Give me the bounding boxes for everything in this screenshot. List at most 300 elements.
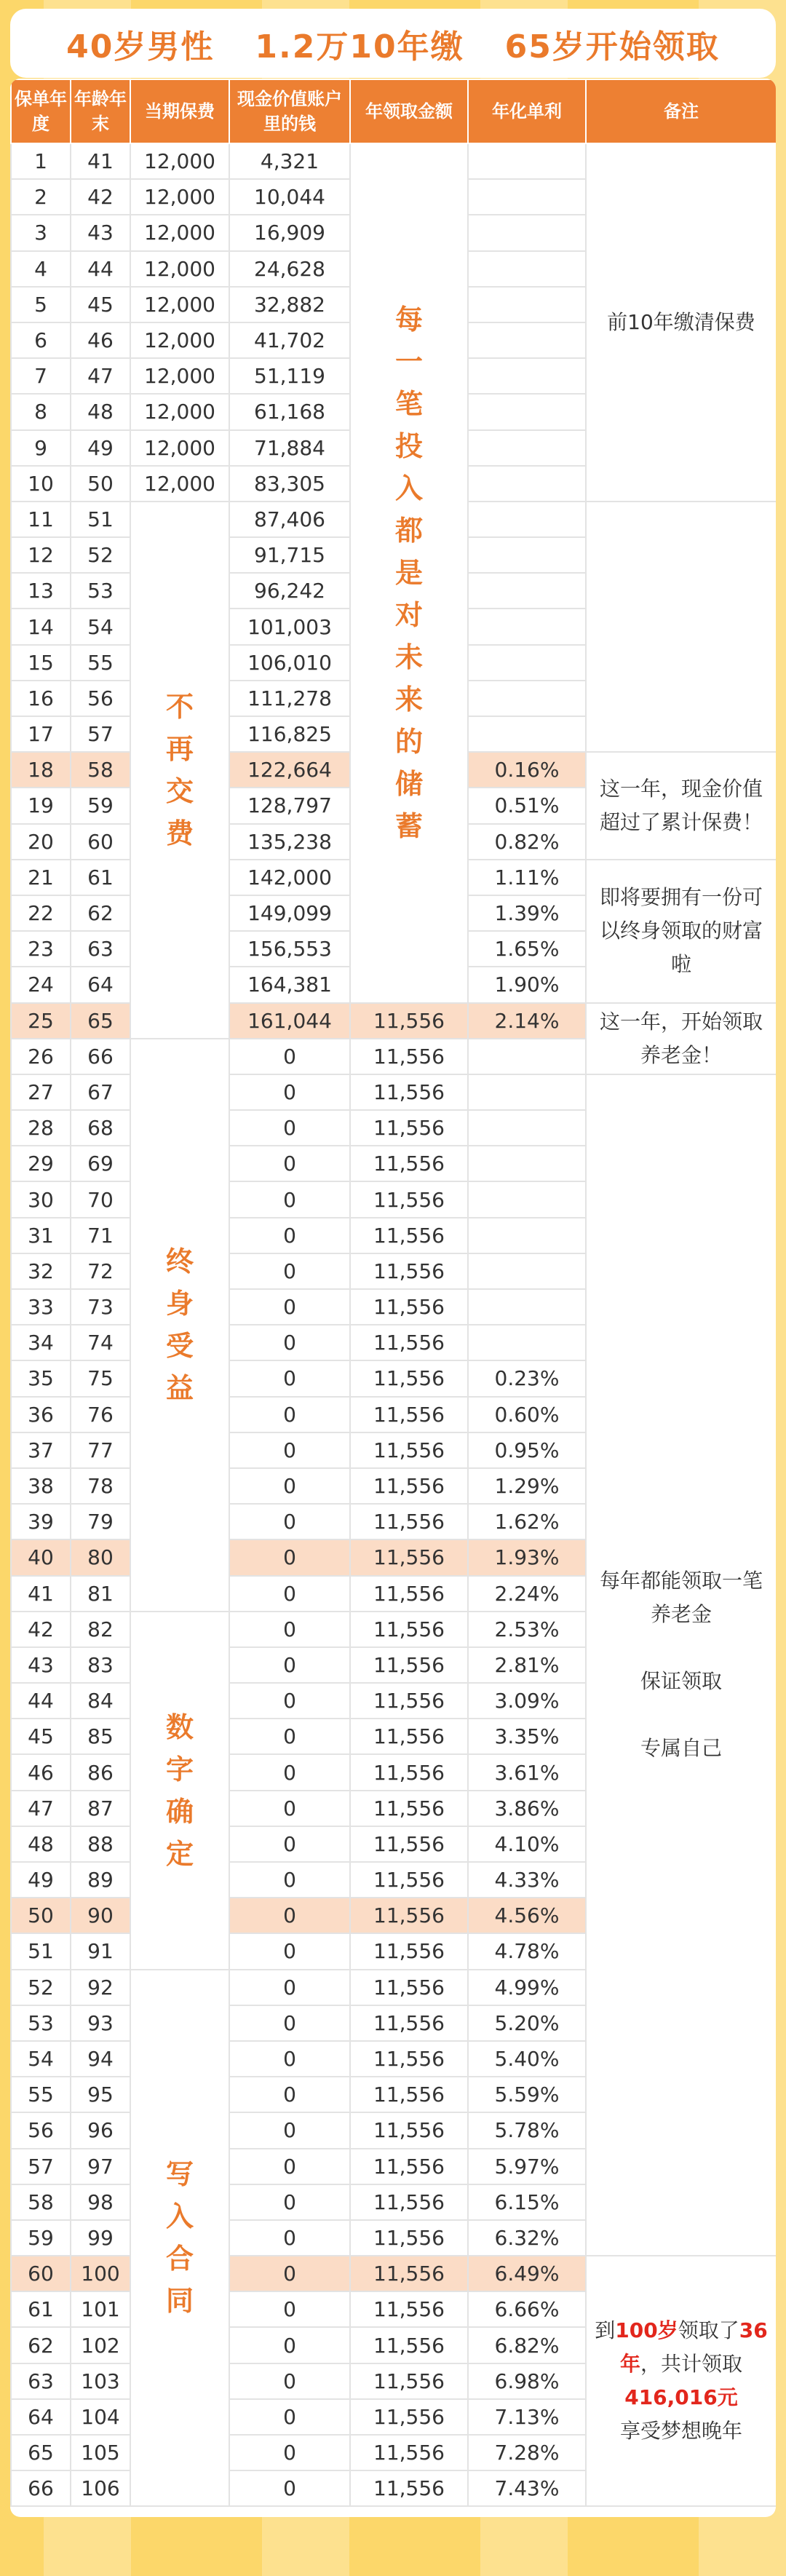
policy-year-cell: 18: [11, 752, 71, 788]
age-cell: 84: [71, 1683, 130, 1719]
simple-rate-cell: [468, 716, 586, 752]
remark-cell: [586, 1074, 776, 2256]
annual-payout-cell: 11,556: [350, 1039, 468, 1074]
annual-payout-cell: 11,556: [350, 1360, 468, 1396]
age-cell: 88: [71, 1826, 130, 1862]
policy-year-cell: 56: [11, 2112, 71, 2148]
premium-cell: 12,000: [130, 143, 229, 179]
cash-value-cell: 0: [229, 1719, 350, 1754]
page-title: [10, 9, 776, 78]
annual-payout-cell: 11,556: [350, 1468, 468, 1504]
simple-rate-cell: [468, 1218, 586, 1253]
policy-year-cell: 61: [11, 2291, 71, 2327]
policy-year-cell: 20: [11, 824, 71, 860]
policy-year-cell: 8: [11, 394, 71, 429]
annual-payout-cell: 11,556: [350, 2184, 468, 2220]
annual-payout-cell: 11,556: [350, 1074, 468, 1110]
simple-rate-cell: [468, 358, 586, 394]
annual-payout-cell: 11,556: [350, 1432, 468, 1468]
annual-payout-cell: 11,556: [350, 1791, 468, 1826]
policy-year-cell: 44: [11, 1683, 71, 1719]
policy-year-cell: 9: [11, 430, 71, 466]
age-cell: 76: [71, 1397, 130, 1432]
simple-rate-cell: [468, 1039, 586, 1074]
policy-year-cell: 4: [11, 251, 71, 287]
cash-value-cell: 0: [229, 1862, 350, 1898]
note-highlight: 100岁: [615, 2318, 678, 2343]
age-cell: 93: [71, 2005, 130, 2041]
simple-rate-cell: [468, 1325, 586, 1360]
age-cell: 71: [71, 1218, 130, 1253]
cash-value-cell: 106,010: [229, 645, 350, 681]
annual-payout-cell: 11,556: [350, 2327, 468, 2363]
cash-value-cell: 0: [229, 2184, 350, 2220]
cash-value-cell: 161,044: [229, 1003, 350, 1039]
simple-rate-cell: 5.20%: [468, 2005, 586, 2041]
simple-rate-cell: [468, 681, 586, 716]
age-cell: 53: [71, 573, 130, 609]
policy-year-cell: 46: [11, 1754, 71, 1790]
annual-payout-cell: 11,556: [350, 1397, 468, 1432]
cash-value-cell: 0: [229, 1397, 350, 1432]
simple-rate-cell: 4.33%: [468, 1862, 586, 1898]
age-cell: 44: [71, 251, 130, 287]
cash-value-cell: 51,119: [229, 358, 350, 394]
simple-rate-cell: [468, 143, 586, 179]
annual-payout-cell: 11,556: [350, 2112, 468, 2148]
remark-cell: [586, 2256, 776, 2506]
simple-rate-cell: 2.53%: [468, 1612, 586, 1647]
annual-payout-cell: 11,556: [350, 1933, 468, 1969]
simple-rate-cell: [468, 394, 586, 429]
cash-value-cell: 41,702: [229, 322, 350, 358]
cash-value-cell: 0: [229, 1683, 350, 1719]
annual-payout-cell: 11,556: [350, 1970, 468, 2005]
simple-rate-cell: [468, 179, 586, 215]
annual-payout-cell: 11,556: [350, 2470, 468, 2506]
note-text: 享受梦想晚年: [619, 2419, 742, 2444]
age-cell: 78: [71, 1468, 130, 1504]
age-cell: 106: [71, 2470, 130, 2506]
policy-year-cell: 25: [11, 1003, 71, 1039]
title-payout-start: 65岁开始领取: [504, 28, 720, 66]
simple-rate-cell: [468, 322, 586, 358]
simple-rate-cell: [468, 502, 586, 537]
simple-rate-cell: 0.51%: [468, 788, 586, 823]
age-cell: 57: [71, 716, 130, 752]
simple-rate-cell: [468, 1253, 586, 1289]
age-cell: 62: [71, 895, 130, 931]
age-cell: 79: [71, 1504, 130, 1539]
cash-value-cell: 71,884: [229, 430, 350, 466]
cash-value-cell: 0: [229, 2077, 350, 2112]
age-cell: 63: [71, 931, 130, 967]
annual-payout-cell: 11,556: [350, 1253, 468, 1289]
cash-value-cell: 0: [229, 1754, 350, 1790]
cash-value-cell: 164,381: [229, 967, 350, 1002]
simple-rate-cell: [468, 1146, 586, 1181]
annual-payout-cell: 11,556: [350, 2220, 468, 2256]
annual-payout-cell: 11,556: [350, 2399, 468, 2435]
simple-rate-cell: 3.61%: [468, 1754, 586, 1790]
no-pay-label: 不再交费: [165, 690, 194, 849]
age-cell: 80: [71, 1539, 130, 1575]
cash-value-cell: 0: [229, 2256, 350, 2291]
policy-year-cell: 24: [11, 967, 71, 1002]
age-cell: 73: [71, 1289, 130, 1325]
simple-rate-cell: 7.13%: [468, 2399, 586, 2435]
cash-value-cell: 122,664: [229, 752, 350, 788]
annual-payout-cell: 11,556: [350, 1181, 468, 1217]
simple-rate-cell: 0.95%: [468, 1432, 586, 1468]
note-final-summary: [587, 2314, 776, 2448]
age-cell: 98: [71, 2184, 130, 2220]
annual-payout-cell: 11,556: [350, 1504, 468, 1539]
remark-cell: [586, 1003, 776, 1074]
simple-rate-cell: [468, 573, 586, 609]
cash-value-cell: 4,321: [229, 143, 350, 179]
cash-value-cell: 149,099: [229, 895, 350, 931]
policy-year-cell: 59: [11, 2220, 71, 2256]
fixed-label-cell: [130, 1612, 229, 1970]
age-cell: 95: [71, 2077, 130, 2112]
note-text: 即将要拥有一份可以终身领取的财富啦: [599, 885, 763, 977]
note-text: 这一年，现金价值超过了累计保费！: [599, 776, 763, 834]
annual-payout-cell: 11,556: [350, 1683, 468, 1719]
cash-value-cell: 0: [229, 2112, 350, 2148]
cash-value-cell: 0: [229, 1146, 350, 1181]
policy-year-cell: 15: [11, 645, 71, 681]
policy-year-cell: 42: [11, 1612, 71, 1647]
cash-value-cell: 0: [229, 2363, 350, 2399]
savings-label-cell: [350, 143, 468, 1003]
simple-rate-cell: 6.98%: [468, 2363, 586, 2399]
simple-rate-cell: 7.28%: [468, 2435, 586, 2470]
policy-year-cell: 30: [11, 1181, 71, 1217]
annual-payout-cell: 11,556: [350, 1110, 468, 1146]
cash-value-cell: 0: [229, 2327, 350, 2363]
policy-year-cell: 45: [11, 1719, 71, 1754]
age-cell: 49: [71, 430, 130, 466]
cash-value-cell: 0: [229, 1576, 350, 1612]
cash-value-cell: 128,797: [229, 788, 350, 823]
cash-value-cell: 10,044: [229, 179, 350, 215]
policy-year-cell: 12: [11, 537, 71, 573]
cash-value-cell: 0: [229, 1933, 350, 1969]
note-text: 前10年缴清保费: [607, 309, 755, 334]
age-cell: 82: [71, 1612, 130, 1647]
age-cell: 105: [71, 2435, 130, 2470]
cash-value-cell: 16,909: [229, 215, 350, 250]
policy-year-cell: 65: [11, 2435, 71, 2470]
simple-rate-cell: [468, 215, 586, 250]
simple-rate-cell: 1.29%: [468, 1468, 586, 1504]
policy-year-cell: 40: [11, 1539, 71, 1575]
lifetime-label-cell: [130, 1039, 229, 1612]
policy-year-cell: 7: [11, 358, 71, 394]
age-cell: 50: [71, 466, 130, 502]
cash-value-cell: 0: [229, 2470, 350, 2506]
simple-rate-cell: 4.78%: [468, 1933, 586, 1969]
simple-rate-cell: 2.24%: [468, 1576, 586, 1612]
cash-value-cell: 0: [229, 1325, 350, 1360]
age-cell: 104: [71, 2399, 130, 2435]
age-cell: 77: [71, 1432, 130, 1468]
cash-value-cell: 0: [229, 2149, 350, 2184]
policy-year-cell: 32: [11, 1253, 71, 1289]
policy-year-cell: 49: [11, 1862, 71, 1898]
simple-rate-cell: 1.93%: [468, 1539, 586, 1575]
premium-cell: 12,000: [130, 215, 229, 250]
policy-year-cell: 14: [11, 609, 71, 644]
policy-year-cell: 64: [11, 2399, 71, 2435]
note-highlight: 416,016元: [624, 2385, 738, 2410]
policy-year-cell: 28: [11, 1110, 71, 1146]
simple-rate-cell: 3.09%: [468, 1683, 586, 1719]
policy-year-cell: 11: [11, 502, 71, 537]
note-start-payout: [587, 1005, 776, 1072]
age-cell: 100: [71, 2256, 130, 2291]
age-cell: 69: [71, 1146, 130, 1181]
policy-year-cell: 63: [11, 2363, 71, 2399]
age-cell: 97: [71, 2149, 130, 2184]
simple-rate-cell: [468, 645, 586, 681]
annual-payout-cell: 11,556: [350, 2291, 468, 2327]
benefit-table-card: [10, 79, 776, 2517]
header-annual-payout: 年领取金额: [350, 79, 468, 143]
policy-year-cell: 26: [11, 1039, 71, 1074]
simple-rate-cell: [468, 537, 586, 573]
cash-value-cell: 0: [229, 2220, 350, 2256]
cash-value-cell: 0: [229, 2291, 350, 2327]
simple-rate-cell: [468, 430, 586, 466]
cash-value-cell: 0: [229, 1647, 350, 1683]
cash-value-cell: 0: [229, 1289, 350, 1325]
annual-payout-cell: 11,556: [350, 1647, 468, 1683]
policy-year-cell: 21: [11, 860, 71, 895]
annual-payout-cell: 11,556: [350, 1898, 468, 1933]
premium-cell: 12,000: [130, 430, 229, 466]
remark-cell: [586, 502, 776, 752]
policy-year-cell: 58: [11, 2184, 71, 2220]
annual-payout-cell: 11,556: [350, 1146, 468, 1181]
simple-rate-cell: 2.81%: [468, 1647, 586, 1683]
annual-payout-cell: 11,556: [350, 1826, 468, 1862]
simple-rate-cell: 3.86%: [468, 1791, 586, 1826]
simple-rate-cell: 5.59%: [468, 2077, 586, 2112]
policy-year-cell: 55: [11, 2077, 71, 2112]
age-cell: 41: [71, 143, 130, 179]
simple-rate-cell: 6.32%: [468, 2220, 586, 2256]
simple-rate-cell: 5.78%: [468, 2112, 586, 2148]
simple-rate-cell: [468, 1074, 586, 1110]
simple-rate-cell: 0.16%: [468, 752, 586, 788]
simple-rate-cell: 0.23%: [468, 1360, 586, 1396]
simple-rate-cell: 5.97%: [468, 2149, 586, 2184]
age-cell: 60: [71, 824, 130, 860]
age-cell: 94: [71, 2041, 130, 2077]
age-cell: 83: [71, 1647, 130, 1683]
policy-year-cell: 23: [11, 931, 71, 967]
annual-payout-cell: 11,556: [350, 1289, 468, 1325]
policy-year-cell: 41: [11, 1576, 71, 1612]
cash-value-cell: 0: [229, 2041, 350, 2077]
title-premium-plan: 1.2万10年缴: [255, 28, 464, 66]
cash-value-cell: 0: [229, 1218, 350, 1253]
cash-value-cell: 83,305: [229, 466, 350, 502]
policy-year-cell: 29: [11, 1146, 71, 1181]
remark-cell: [586, 752, 776, 860]
policy-year-cell: 13: [11, 573, 71, 609]
simple-rate-cell: 1.39%: [468, 895, 586, 931]
age-cell: 54: [71, 609, 130, 644]
policy-year-cell: 51: [11, 1933, 71, 1969]
cash-value-cell: 96,242: [229, 573, 350, 609]
policy-year-cell: 6: [11, 322, 71, 358]
age-cell: 56: [71, 681, 130, 716]
table-row: [11, 2256, 776, 2291]
header-remarks: 备注: [586, 79, 776, 143]
contract-label-cell: [130, 1970, 229, 2507]
age-cell: 91: [71, 1933, 130, 1969]
policy-year-cell: 39: [11, 1504, 71, 1539]
age-cell: 86: [71, 1754, 130, 1790]
policy-year-cell: 62: [11, 2327, 71, 2363]
cash-value-cell: 0: [229, 1612, 350, 1647]
simple-rate-cell: [468, 1289, 586, 1325]
age-cell: 58: [71, 752, 130, 788]
header-simple-rate: 年化单利: [468, 79, 586, 143]
policy-year-cell: 34: [11, 1325, 71, 1360]
fixed-label: 数字确定: [165, 1711, 194, 1870]
note-breakeven: [587, 772, 776, 839]
annual-payout-cell: 11,556: [350, 1719, 468, 1754]
note-text: 专属自己: [640, 1736, 722, 1761]
simple-rate-cell: 0.60%: [468, 1397, 586, 1432]
age-cell: 90: [71, 1898, 130, 1933]
cash-value-cell: 0: [229, 1181, 350, 1217]
age-cell: 87: [71, 1791, 130, 1826]
cash-value-cell: 0: [229, 1039, 350, 1074]
cash-value-cell: 101,003: [229, 609, 350, 644]
savings-label: 每一笔投入都是对未来的储蓄: [394, 304, 423, 843]
title-age-gender: 40岁男性: [66, 28, 215, 66]
policy-year-cell: 57: [11, 2149, 71, 2184]
policy-year-cell: 1: [11, 143, 71, 179]
simple-rate-cell: 4.10%: [468, 1826, 586, 1862]
simple-rate-cell: 7.43%: [468, 2470, 586, 2506]
table-row: [11, 1074, 776, 1110]
cash-value-cell: 87,406: [229, 502, 350, 537]
age-cell: 70: [71, 1181, 130, 1217]
annual-payout-cell: 11,556: [350, 1003, 468, 1039]
age-cell: 59: [71, 788, 130, 823]
policy-year-cell: 31: [11, 1218, 71, 1253]
annual-payout-cell: 11,556: [350, 1539, 468, 1575]
cash-value-cell: 0: [229, 2435, 350, 2470]
annual-payout-cell: 11,556: [350, 2363, 468, 2399]
annual-payout-cell: 11,556: [350, 2256, 468, 2291]
age-cell: 51: [71, 502, 130, 537]
age-cell: 55: [71, 645, 130, 681]
cash-value-cell: 24,628: [229, 251, 350, 287]
simple-rate-cell: 0.82%: [468, 824, 586, 860]
age-cell: 102: [71, 2327, 130, 2363]
policy-year-cell: 37: [11, 1432, 71, 1468]
cash-value-cell: 0: [229, 2399, 350, 2435]
note-text: 到: [595, 2318, 616, 2343]
contract-label: 写入合同: [165, 2158, 194, 2318]
no-pay-label-cell: [130, 502, 229, 1039]
header-premium: 当期保费: [130, 79, 229, 143]
policy-year-cell: 66: [11, 2470, 71, 2506]
age-cell: 47: [71, 358, 130, 394]
cash-value-cell: 0: [229, 1898, 350, 1933]
cash-value-cell: 91,715: [229, 537, 350, 573]
simple-rate-cell: 5.40%: [468, 2041, 586, 2077]
age-cell: 45: [71, 287, 130, 322]
age-cell: 66: [71, 1039, 130, 1074]
age-cell: 67: [71, 1074, 130, 1110]
simple-rate-cell: [468, 466, 586, 502]
header-age-end: 年龄年末: [71, 79, 130, 143]
age-cell: 101: [71, 2291, 130, 2327]
cash-value-cell: 111,278: [229, 681, 350, 716]
cash-value-cell: 0: [229, 1970, 350, 2005]
premium-cell: 12,000: [130, 358, 229, 394]
age-cell: 72: [71, 1253, 130, 1289]
age-cell: 68: [71, 1110, 130, 1146]
age-cell: 89: [71, 1862, 130, 1898]
policy-year-cell: 35: [11, 1360, 71, 1396]
age-cell: 81: [71, 1576, 130, 1612]
header-policy-year: 保单年度: [11, 79, 71, 143]
simple-rate-cell: [468, 609, 586, 644]
cash-value-cell: 0: [229, 1468, 350, 1504]
cash-value-cell: 0: [229, 1074, 350, 1110]
policy-year-cell: 54: [11, 2041, 71, 2077]
cash-value-cell: 0: [229, 1539, 350, 1575]
simple-rate-cell: 6.82%: [468, 2327, 586, 2363]
header-cash-value: 现金价值账户里的钱: [229, 79, 350, 143]
age-cell: 65: [71, 1003, 130, 1039]
age-cell: 42: [71, 179, 130, 215]
annual-payout-cell: 11,556: [350, 1325, 468, 1360]
policy-year-cell: 43: [11, 1647, 71, 1683]
policy-year-cell: 19: [11, 788, 71, 823]
age-cell: 96: [71, 2112, 130, 2148]
annual-payout-cell: 11,556: [350, 2435, 468, 2470]
age-cell: 64: [71, 967, 130, 1002]
policy-year-cell: 16: [11, 681, 71, 716]
simple-rate-cell: [468, 287, 586, 322]
cash-value-cell: 156,553: [229, 931, 350, 967]
simple-rate-cell: 1.11%: [468, 860, 586, 895]
cash-value-cell: 0: [229, 1826, 350, 1862]
policy-year-cell: 3: [11, 215, 71, 250]
cash-value-cell: 0: [229, 1360, 350, 1396]
annual-payout-cell: 11,556: [350, 2005, 468, 2041]
simple-rate-cell: [468, 1181, 586, 1217]
premium-cell: 12,000: [130, 179, 229, 215]
age-cell: 52: [71, 537, 130, 573]
simple-rate-cell: 6.15%: [468, 2184, 586, 2220]
premium-cell: 12,000: [130, 466, 229, 502]
annual-payout-cell: 11,556: [350, 1862, 468, 1898]
age-cell: 48: [71, 394, 130, 429]
simple-rate-cell: 1.65%: [468, 931, 586, 967]
cash-value-cell: 0: [229, 2005, 350, 2041]
